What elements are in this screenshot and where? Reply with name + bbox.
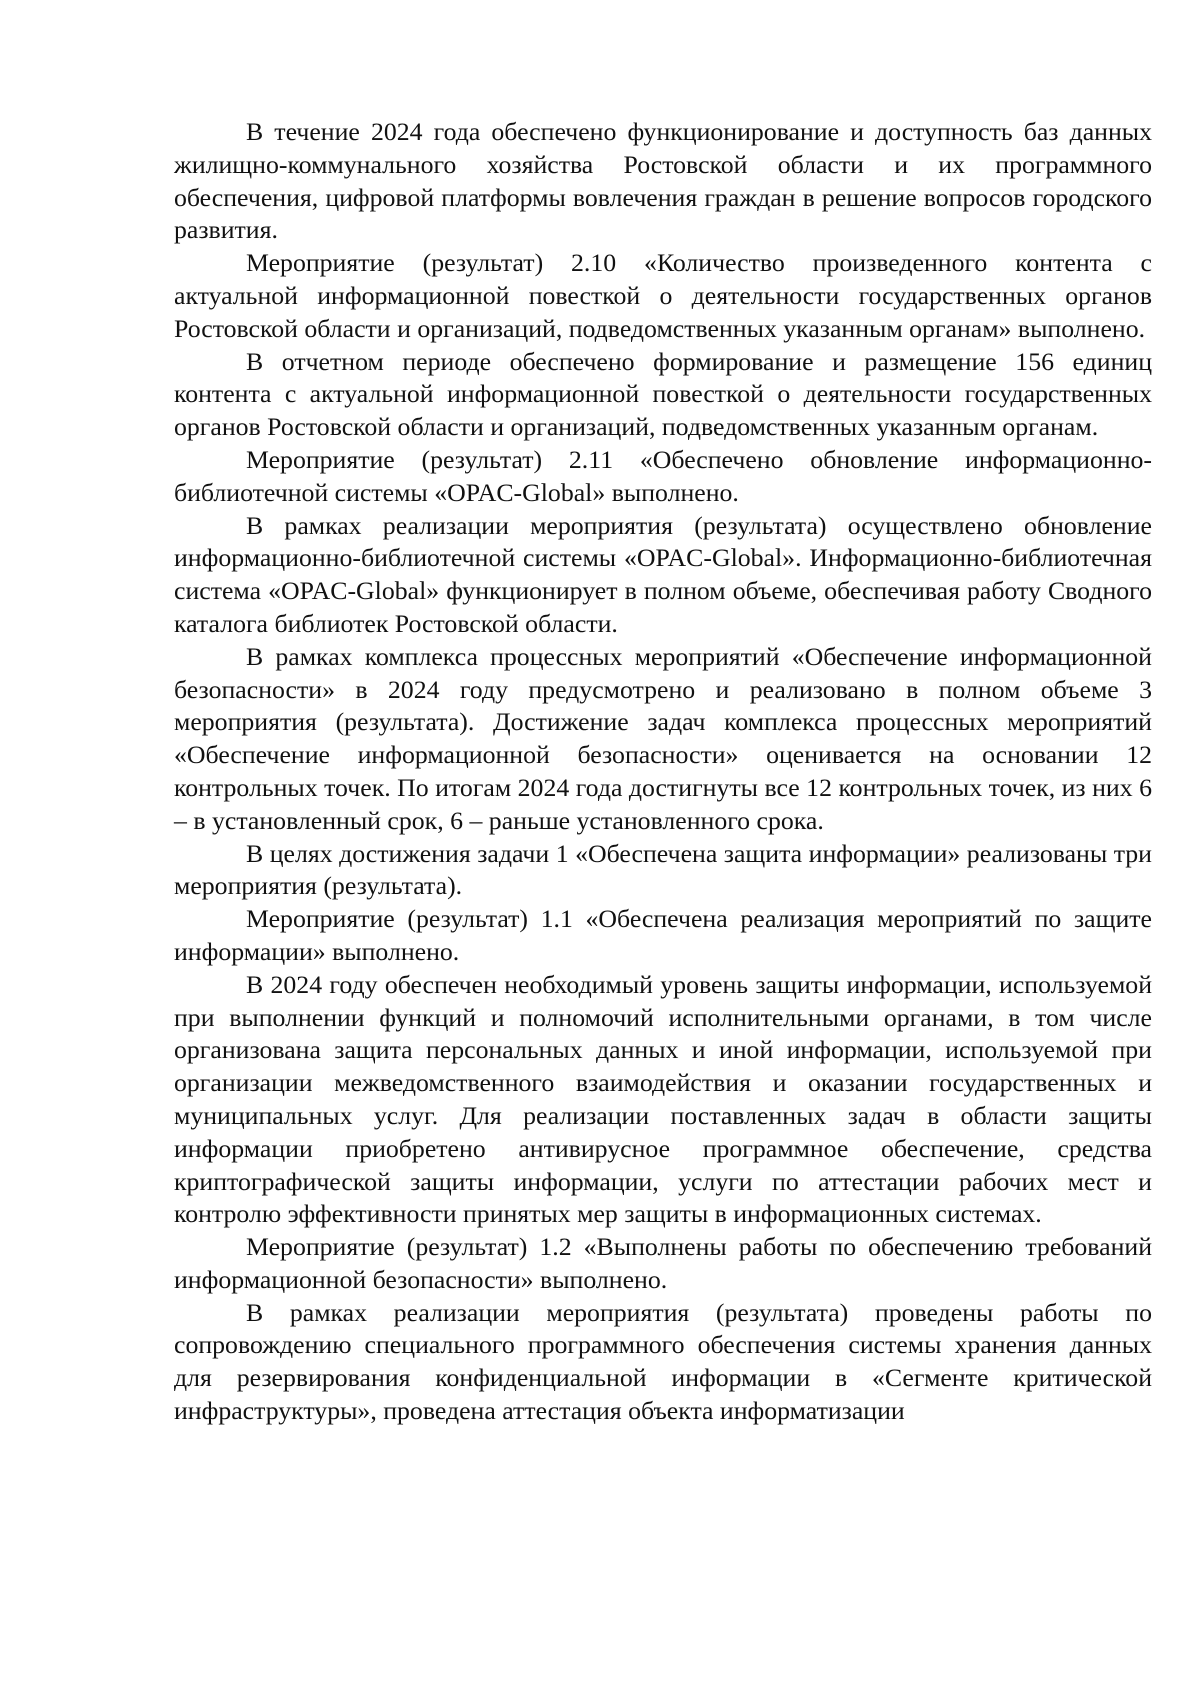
paragraph-storage-support: В рамках реализации мероприятия (результата) проведены работы по сопровождению специального программного обеспечения системы хранения данных для резервирования конфиденциальной информации в «Сегменте критической инфраструктуры», проведена аттестация объекта информатизации [174, 1297, 1152, 1426]
paragraph-protection-level-2024: В 2024 году обеспечен необходимый уровень защиты информации, используемой при выполнении функций и полномочий исполнительными органами, в том числе организована защита персональных данных и иной информации, используемой при организации межведомственного взаимодействия и оказании государственных и муниципальных услуг. Для реализации поставленных задач в области защиты информации приобретено антивирусное программное обеспечение, средства криптографической защиты информации, услуги по аттестации рабочих мест и контролю эффективности принятых мер защиты в информационных системах. [174, 969, 1152, 1229]
paragraph-measure-2-10: Мероприятие (результат) 2.10 «Количество произведенного контента с актуальной информационной повесткой о деятельности государственных органов Ростовской области и организаций, подведомственных указанным органам» выполнено. [174, 248, 1152, 343]
document-page [174, 116, 1152, 1428]
paragraph-measure-2-11: Мероприятие (результат) 2.11 «Обеспечено обновление информационно-библиотечной системы «OPAC-Global» выполнено. [174, 444, 1152, 507]
paragraph-content-156-units: В отчетном периоде обеспечено формирование и размещение 156 единиц контента с актуальной информационной повесткой о деятельности государственных органов Ростовской области и организаций, подведомственных указанным органам. [174, 346, 1152, 442]
paragraph-measure-1-2: Мероприятие (результат) 1.2 «Выполнены работы по обеспечению требований информационной безопасности» выполнено. [174, 1232, 1152, 1294]
paragraph-measure-1-1: Мероприятие (результат) 1.1 «Обеспечена реализация мероприятий по защите информации» выполнено. [174, 904, 1152, 966]
paragraph-opac-global-update: В рамках реализации мероприятия (результата) осуществлено обновление информационно-библиотечной системы «OPAC-Global». Информационно-библиотечная система «OPAC-Global» функционирует в полном объеме, обеспечивая работу Сводного каталога библиотек Ростовской области. [174, 510, 1152, 638]
paragraph-infosec-complex: В рамках комплекса процессных мероприятий «Обеспечение информационной безопасности» в 2024 году предусмотрено и реализовано в полном объеме 3 мероприятия (результата). Достижение задач комплекса процессных мероприятий «Обеспечение информационной безопасности» оценивается на основании 12 контрольных точек. По итогам 2024 года достигнуты все 12 контрольных точек, из них 6 – в установленный срок, 6 – раньше установленного срока. [174, 641, 1152, 835]
paragraph-databases-operation: В течение 2024 года обеспечено функционирование и доступность баз данных жилищно-коммунального хозяйства Ростовской области и их программного обеспечения, цифровой платформы вовлечения граждан в решение вопросов городского развития. [174, 117, 1152, 245]
paragraph-task-1: В целях достижения задачи 1 «Обеспечена защита информации» реализованы три мероприятия (результата). [174, 838, 1152, 901]
